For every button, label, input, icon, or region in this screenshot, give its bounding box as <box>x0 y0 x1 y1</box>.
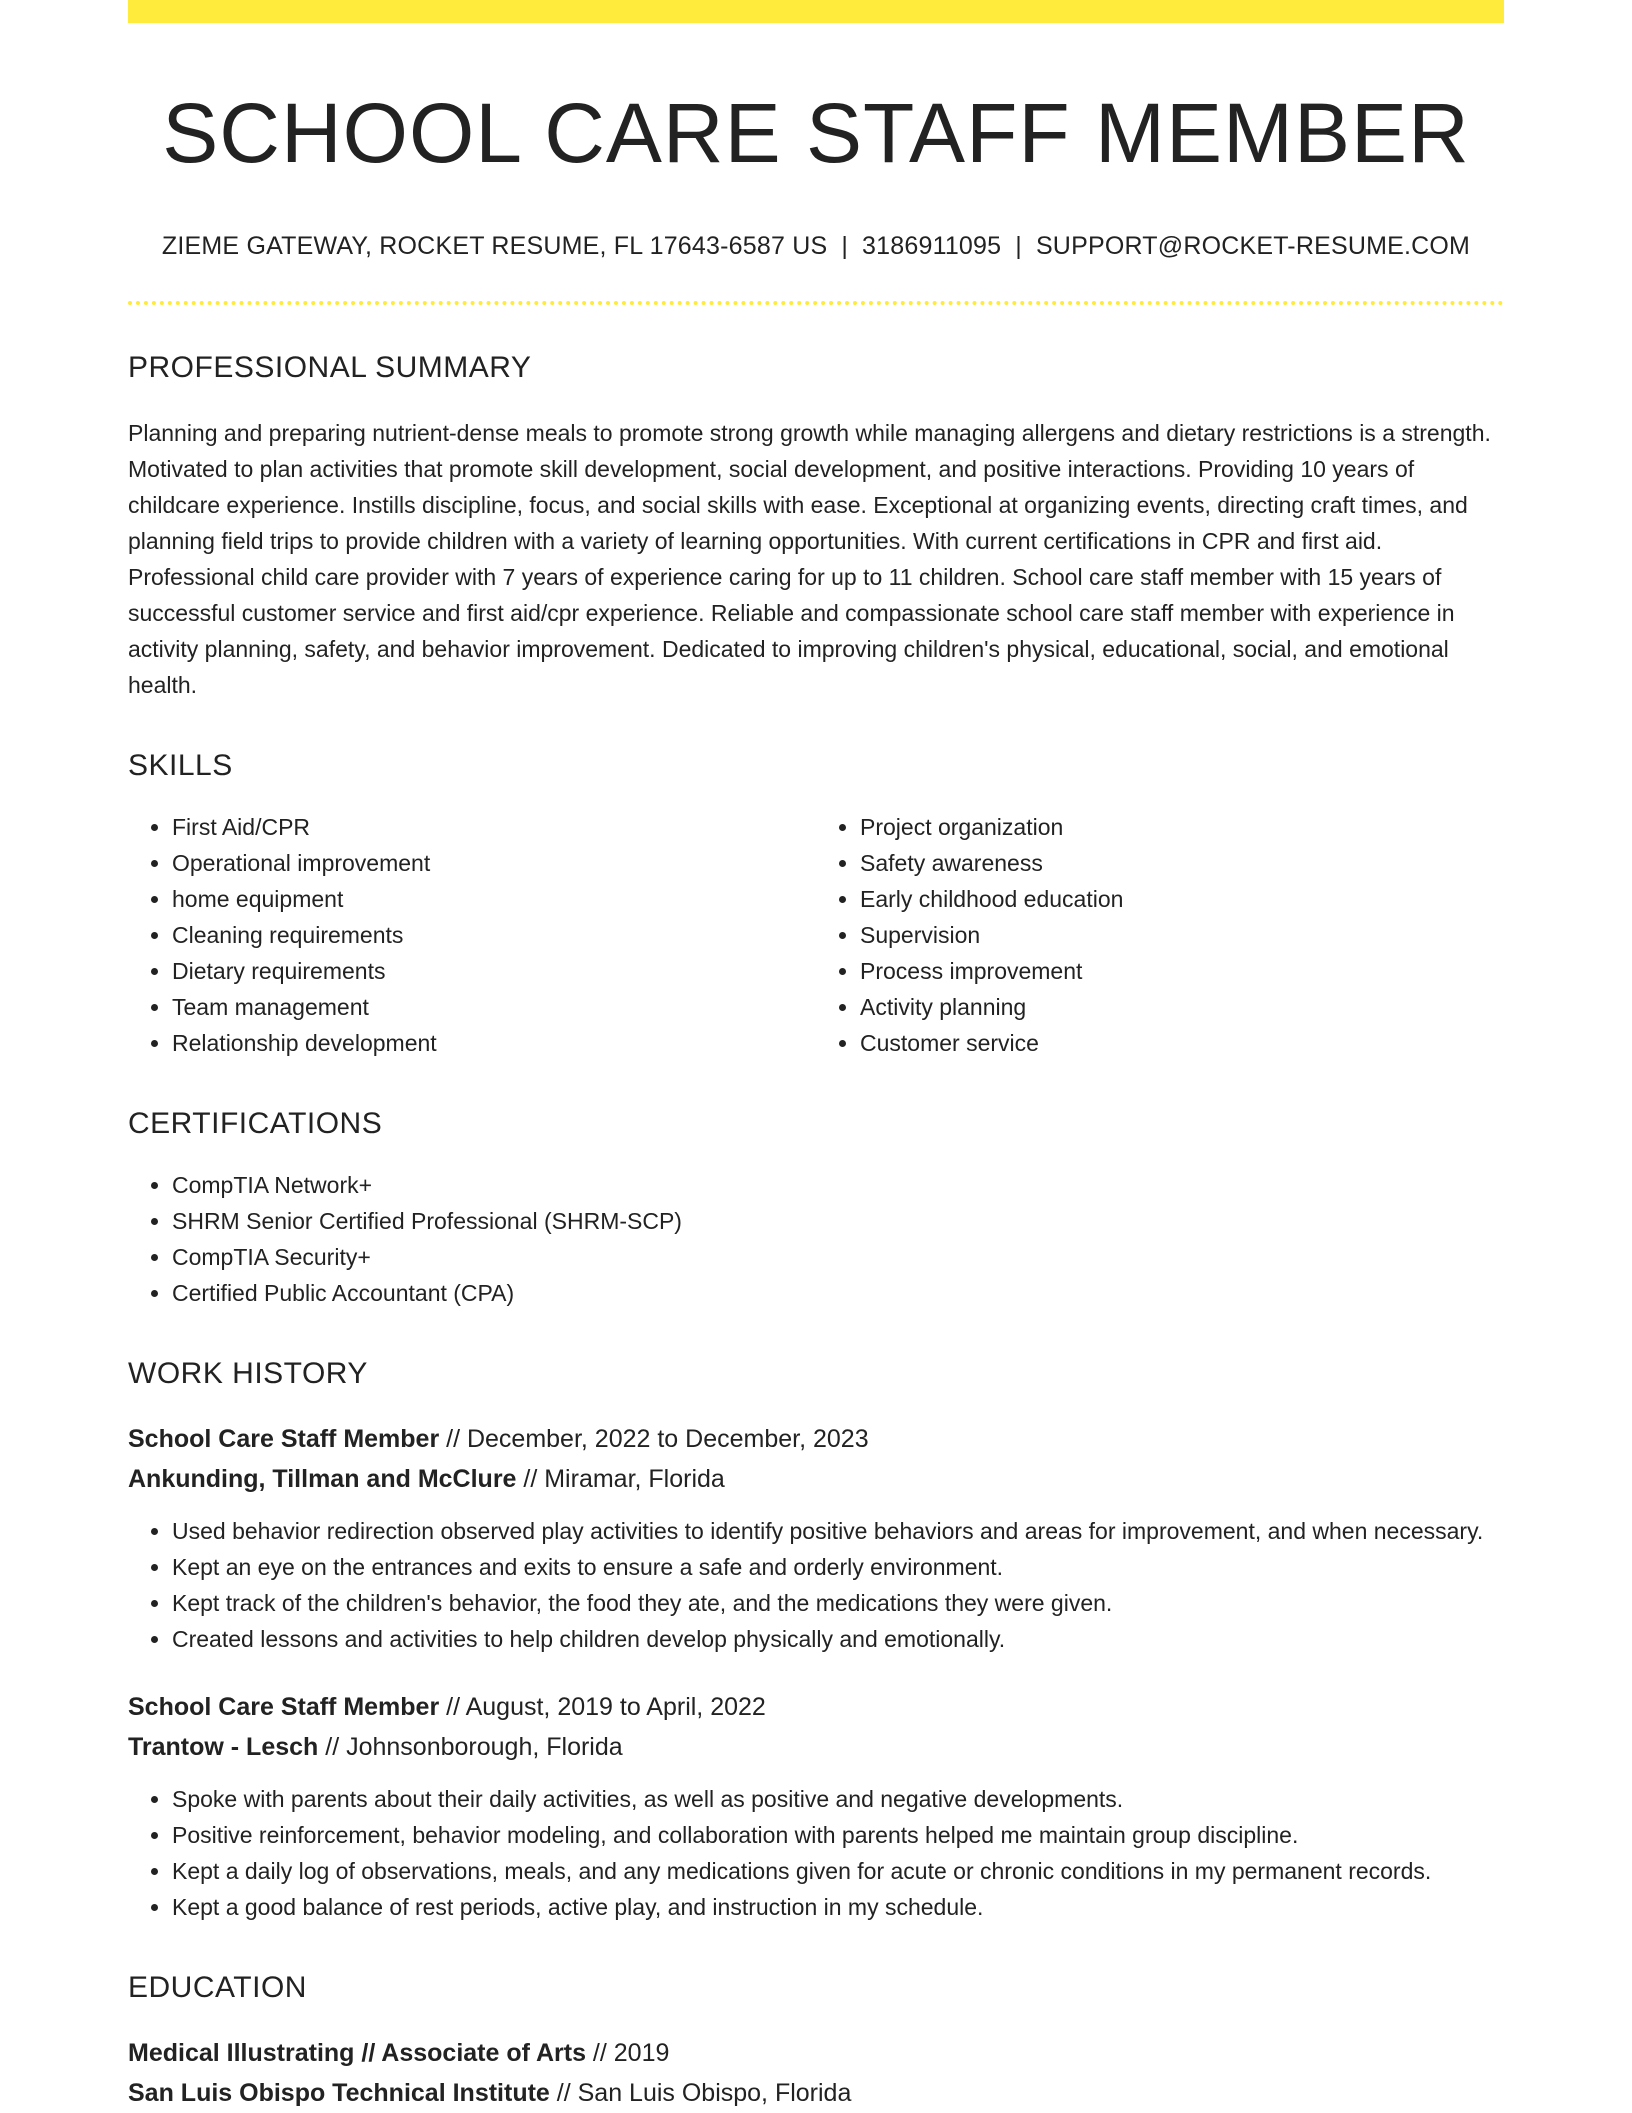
education-entry <box>128 2033 1504 2113</box>
job-title-line <box>128 1419 1504 1459</box>
job-entry <box>128 1687 1504 1925</box>
skill-item: • Relationship development <box>172 1025 816 1061</box>
job-bullet: • Used behavior redirection observed play activities to identify positive behaviors and areas for improvement, and when necessary. <box>172 1513 1504 1549</box>
summary-heading: PROFESSIONAL SUMMARY <box>128 350 532 384</box>
skill-item: • Customer service <box>860 1025 1504 1061</box>
resume-page <box>128 0 1504 2113</box>
skill-item: • Operational improvement <box>172 845 816 881</box>
education-degree: Medical Illustrating // Associate of Arts <box>128 2038 586 2067</box>
job-role: School Care Staff Member <box>128 1424 440 1453</box>
summary-text: Planning and preparing nutrient-dense meals to promote strong growth while managing allergens and dietary restrictions is a strength. Motivated to plan activities that promote skill development, social development, and positive interactions. Providing 10 years of childcare experience. Instills discipline, focus, and social skills with ease. Exceptional at organizing events, directing craft times, and planning field trips to provide children with a variety of learning opportunities. With current certifications in CPR and first aid. Professional child care provider with 7 years of experience caring for up to 11 children. School care staff member with 15 years of successful customer service and first aid/cpr experience. Reliable and compassionate school care staff member with experience in activity planning, safety, and behavior improvement. Dedicated to improving children's physical, educational, social, and emotional health. <box>128 419 1491 698</box>
skill-item: • Early childhood education <box>860 881 1504 917</box>
job-role: School Care Staff Member <box>128 1692 440 1721</box>
contact-separator: | <box>841 231 849 260</box>
skills-column-left <box>128 809 816 1061</box>
education-location: // San Luis Obispo, Florida <box>549 2078 852 2107</box>
certifications-heading: CERTIFICATIONS <box>128 1106 383 1140</box>
education-school: San Luis Obispo Technical Institute <box>128 2078 550 2107</box>
skill-item: • Process improvement <box>860 953 1504 989</box>
resume-name: SCHOOL CARE STAFF MEMBER <box>162 86 1470 180</box>
job-bullet: • Kept an eye on the entrances and exits to ensure a safe and orderly environment. <box>172 1549 1504 1585</box>
job-bullet: • Spoke with parents about their daily activities, as well as positive and negative developments. <box>172 1781 1504 1817</box>
skills-heading: SKILLS <box>128 748 233 782</box>
certification-item: • CompTIA Security+ <box>172 1239 1504 1275</box>
contact-email: SUPPORT@ROCKET-RESUME.COM <box>1035 231 1471 260</box>
certification-item: • Certified Public Accountant (CPA) <box>172 1275 1504 1311</box>
job-company: Ankunding, Tillman and McClure <box>128 1464 517 1493</box>
job-company-line <box>128 1727 1504 1767</box>
header-divider <box>128 301 1504 305</box>
contact-phone: 3186911095 <box>862 231 1002 260</box>
certification-item: • SHRM Senior Certified Professional (SHRM-SCP) <box>172 1203 1504 1239</box>
skills-column-right <box>816 809 1504 1061</box>
certifications-list <box>128 1167 1504 1311</box>
skill-item: • Project organization <box>860 809 1504 845</box>
job-bullet: • Kept track of the children's behavior, the food they ate, and the medications they were given. <box>172 1585 1504 1621</box>
job-company: Trantow - Lesch <box>128 1732 319 1761</box>
skill-item: • Safety awareness <box>860 845 1504 881</box>
skill-item: • Team management <box>172 989 816 1025</box>
skills-list <box>128 809 1504 1061</box>
contact-separator: | <box>1015 231 1022 260</box>
skill-item: • First Aid/CPR <box>172 809 816 845</box>
job-dates: // August, 2019 to April, 2022 <box>439 1692 766 1721</box>
job-bullets <box>128 1513 1504 1657</box>
education-year: // 2019 <box>585 2038 670 2067</box>
skill-item: • Activity planning <box>860 989 1504 1025</box>
contact-line <box>128 232 1504 261</box>
job-dates: // December, 2022 to December, 2023 <box>439 1424 869 1453</box>
contact-address: ZIEME GATEWAY, ROCKET RESUME, FL 17643-6587 US <box>161 231 828 260</box>
skill-item: • home equipment <box>172 881 816 917</box>
job-entry <box>128 1419 1504 1657</box>
top-accent-bar <box>128 0 1504 23</box>
job-location: // Miramar, Florida <box>516 1464 725 1493</box>
job-bullet: • Kept a good balance of rest periods, active play, and instruction in my schedule. <box>172 1889 1504 1925</box>
skill-item: • Supervision <box>860 917 1504 953</box>
job-bullets <box>128 1781 1504 1925</box>
job-title-line <box>128 1687 1504 1727</box>
job-bullet: • Kept a daily log of observations, meals, and any medications given for acute or chronic conditions in my permanent records. <box>172 1853 1504 1889</box>
certification-item: • CompTIA Network+ <box>172 1167 1504 1203</box>
job-bullet: • Positive reinforcement, behavior modeling, and collaboration with parents helped me maintain group discipline. <box>172 1817 1504 1853</box>
education-degree-line <box>128 2033 1504 2073</box>
work-history-heading: WORK HISTORY <box>128 1356 368 1390</box>
skill-item: • Cleaning requirements <box>172 917 816 953</box>
job-location: // Johnsonborough, Florida <box>318 1732 623 1761</box>
job-bullet: • Created lessons and activities to help children develop physically and emotionally. <box>172 1621 1504 1657</box>
skill-item: • Dietary requirements <box>172 953 816 989</box>
education-heading: EDUCATION <box>128 1970 307 2004</box>
job-company-line <box>128 1459 1504 1499</box>
education-school-line <box>128 2073 1504 2113</box>
